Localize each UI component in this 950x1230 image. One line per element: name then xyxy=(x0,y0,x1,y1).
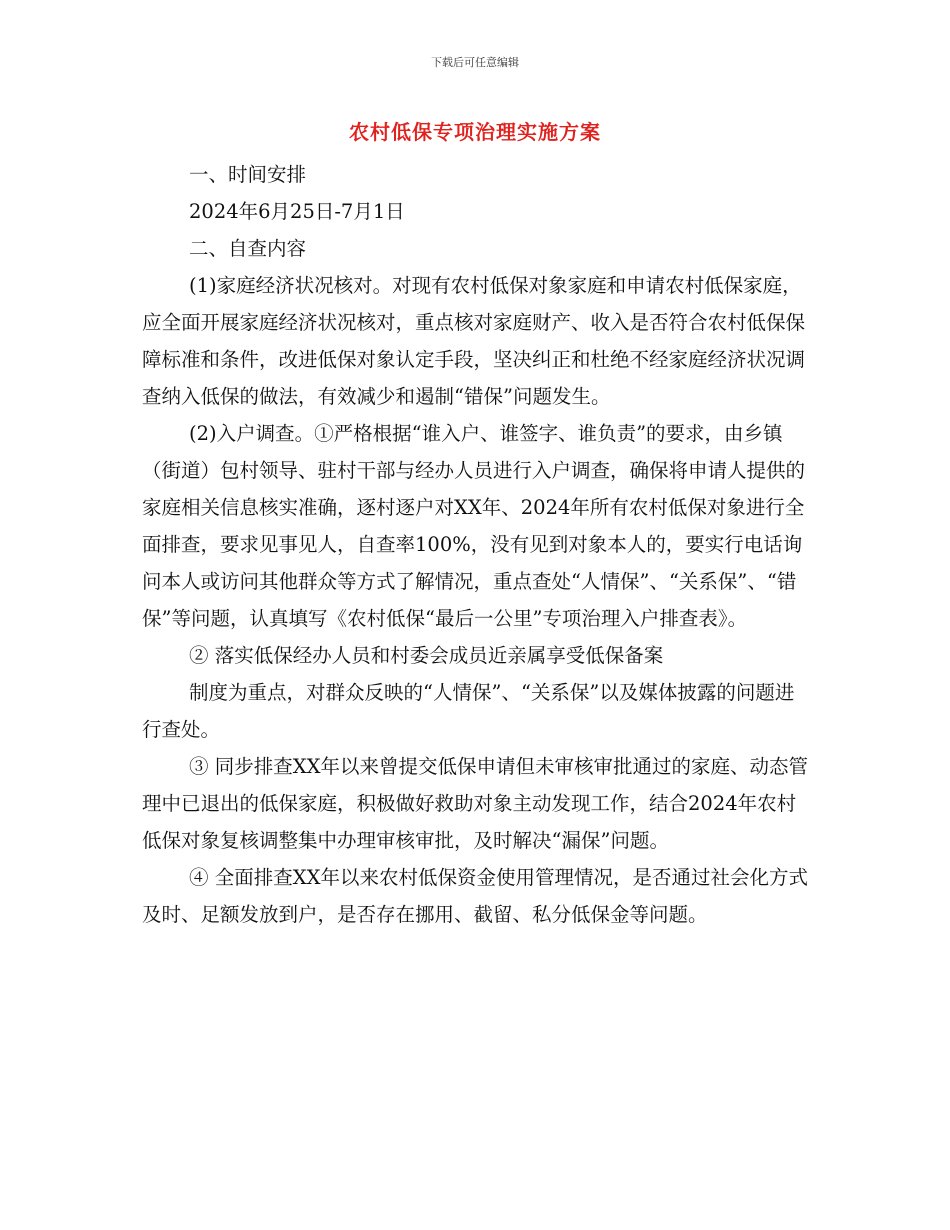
paragraph-missed-cases: ③ 同步排查XX年以来曾提交低保申请但未审核审批通过的家庭、动态管理中已退出的低保家庭，积极做好救助对象主动发现工作，结合2024年农村低保对象复核调整集中办理审核审批，及时解决“漏保”问题。 xyxy=(142,755,808,852)
paragraph-household-check: (1)家庭经济状况核对。对现有农村低保对象家庭和申请农村低保家庭，应全面开展家庭经济状况核对，重点核对家庭财产、收入是否符合农村低保保障标准和条件，改进低保对象认定手段，坚决纠正和杜绝不经家庭经济状况调查纳入低保的做法，有效减少和遏制“错保”问题发生。 xyxy=(142,274,806,408)
body-content xyxy=(142,267,812,933)
paragraph-filing-rest: 制度为重点，对群众反映的“人情保”、“关系保”以及媒体披露的问题进行查处。 xyxy=(142,681,795,741)
paragraph-fund-check: ④ 全面排查XX年以来农村低保资金使用管理情况，是否通过社会化方式及时、足额发放到户，是否存在挪用、截留、私分低保金等问题。 xyxy=(142,866,808,926)
section2-heading: 二、自查内容 xyxy=(189,237,307,260)
paragraph-filing-line1: ② 落实低保经办人员和村委会成员近亲属享受低保备案 xyxy=(189,644,664,667)
section1-date: 2024年6月25日-7月1日 xyxy=(189,200,405,223)
section1-heading: 一、时间安排 xyxy=(189,163,307,186)
paragraph-home-survey: (2)入户调查。①严格根据“谁入户、谁签字、谁负责”的要求，由乡镇（街道）包村领导、驻村干部与经办人员进行入户调查，确保将申请人提供的家庭相关信息核实准确，逐村逐户对XX年、2024年所有农村低保对象进行全面排查，要求见事见人，自查率100%，没有见到对象本人的，要实行电话询问本人或访问其他群众等方式了解情况，重点查处“人情保”、“关系保”、“错保”等问题，认真填写《农村低保“最后一公里”专项治理入户排查表》。 xyxy=(142,422,806,630)
page-title: 农村低保专项治理实施方案 xyxy=(349,120,601,144)
header-note: 下载后可任意编辑 xyxy=(431,56,519,69)
